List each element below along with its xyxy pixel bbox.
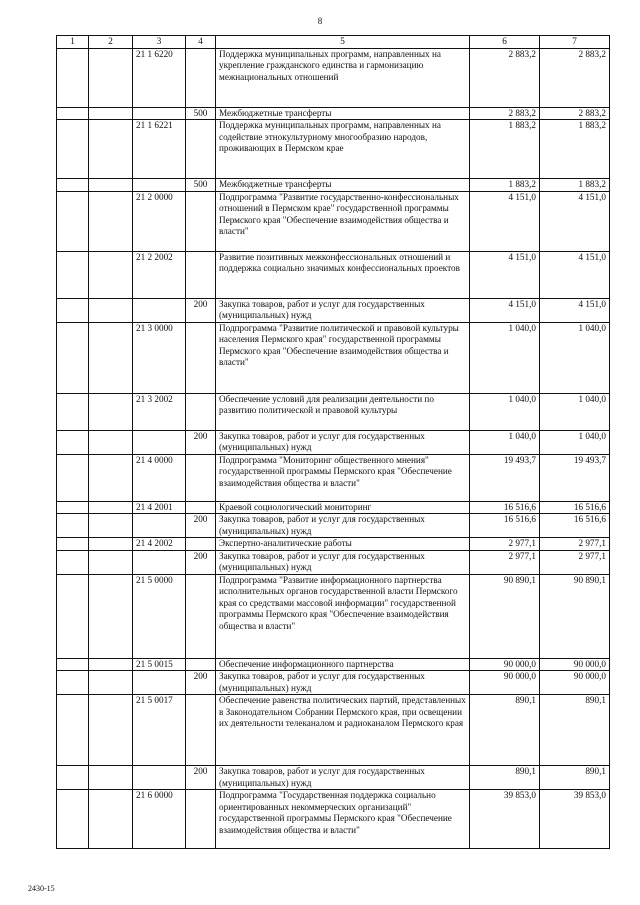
- expense-type-code: 200: [186, 514, 216, 538]
- amount-col7: 1 883,2: [540, 179, 610, 192]
- expense-type-code: [186, 191, 216, 251]
- budget-code: [133, 550, 186, 574]
- cell-col1: [57, 430, 89, 454]
- cell-col2: [89, 430, 133, 454]
- amount-col6: 890,1: [470, 766, 540, 790]
- cell-col1: [57, 179, 89, 192]
- amount-col7: 890,1: [540, 766, 610, 790]
- budget-code: 21 1 6220: [133, 48, 186, 107]
- cell-col1: [57, 550, 89, 574]
- amount-col6: 90 000,0: [470, 671, 540, 695]
- budget-code: 21 4 2001: [133, 501, 186, 514]
- col-header-4: 4: [186, 36, 216, 49]
- page-number: 8: [317, 16, 323, 26]
- table-row: [57, 766, 610, 790]
- amount-col6: 2 977,1: [470, 538, 540, 551]
- expense-type-code: [186, 120, 216, 179]
- cell-col2: [89, 393, 133, 430]
- table-row: [57, 251, 610, 298]
- amount-col7: 1 040,0: [540, 322, 610, 393]
- amount-col6: 16 516,6: [470, 501, 540, 514]
- cell-col1: [57, 120, 89, 179]
- amount-col6: 890,1: [470, 695, 540, 766]
- cell-col1: [57, 695, 89, 766]
- table-row: [57, 191, 610, 251]
- cell-col1: [57, 251, 89, 298]
- row-description: Закупка товаров, работ и услуг для государственных (муниципальных) нужд: [216, 430, 470, 454]
- budget-code: 21 1 6221: [133, 120, 186, 179]
- document-code: 2430-15: [28, 884, 55, 893]
- cell-col2: [89, 574, 133, 658]
- amount-col6: 1 040,0: [470, 393, 540, 430]
- table-row: [57, 514, 610, 538]
- expense-type-code: 200: [186, 766, 216, 790]
- budget-code: 21 4 2002: [133, 538, 186, 551]
- amount-col7: 890,1: [540, 695, 610, 766]
- table-row: [57, 120, 610, 179]
- row-description: Закупка товаров, работ и услуг для государственных (муниципальных) нужд: [216, 671, 470, 695]
- cell-col2: [89, 514, 133, 538]
- amount-col7: 90 000,0: [540, 671, 610, 695]
- row-description: Межбюджетные трансферты: [216, 107, 470, 120]
- expense-type-code: 500: [186, 179, 216, 192]
- table-row: [57, 538, 610, 551]
- table-row: [57, 322, 610, 393]
- budget-code: 21 3 2002: [133, 393, 186, 430]
- row-description: Подпрограмма "Мониторинг общественного мнения" государственной программы Пермского края "Обеспечение взаимодействия общества и власти": [216, 454, 470, 501]
- cell-col1: [57, 574, 89, 658]
- cell-col2: [89, 322, 133, 393]
- amount-col6: 4 151,0: [470, 251, 540, 298]
- row-description: Подпрограмма "Развитие государственно-конфессиональных отношений в Пермском крае" государственной программы Пермского края "Обеспечение взаимодействия общества и власти": [216, 191, 470, 251]
- row-description: Подпрограмма "Развитие политической и правовой культуры населения Пермского края" государственной программы Пермского края "Обеспечение взаимодействия общества и власти": [216, 322, 470, 393]
- budget-code: 21 5 0000: [133, 574, 186, 658]
- row-description: Межбюджетные трансферты: [216, 179, 470, 192]
- amount-col6: 2 883,2: [470, 107, 540, 120]
- cell-col1: [57, 393, 89, 430]
- amount-col6: 90 890,1: [470, 574, 540, 658]
- budget-code: 21 3 0000: [133, 322, 186, 393]
- cell-col2: [89, 454, 133, 501]
- budget-code: 21 2 0000: [133, 191, 186, 251]
- cell-col1: [57, 766, 89, 790]
- table-row: [57, 695, 610, 766]
- budget-code: [133, 179, 186, 192]
- cell-col1: [57, 790, 89, 849]
- expense-type-code: [186, 538, 216, 551]
- cell-col2: [89, 538, 133, 551]
- amount-col7: 2 977,1: [540, 550, 610, 574]
- cell-col2: [89, 501, 133, 514]
- table-row: [57, 574, 610, 658]
- cell-col1: [57, 454, 89, 501]
- expense-type-code: [186, 393, 216, 430]
- amount-col7: 19 493,7: [540, 454, 610, 501]
- expense-type-code: 200: [186, 298, 216, 322]
- row-description: Подпрограмма "Развитие информационного партнерства исполнительных органов государственной власти Пермского края со средствами массовой информации" государственной программы Пермского края "Обеспечение взаимодействия общества и власти": [216, 574, 470, 658]
- row-description: Поддержка муниципальных программ, направленных на укрепление гражданского единства и гармонизацию межнациональных отношений: [216, 48, 470, 107]
- expense-type-code: 500: [186, 107, 216, 120]
- cell-col2: [89, 671, 133, 695]
- table-row: [57, 550, 610, 574]
- amount-col7: 1 883,2: [540, 120, 610, 179]
- budget-code: [133, 514, 186, 538]
- cell-col1: [57, 538, 89, 551]
- cell-col2: [89, 550, 133, 574]
- expense-type-code: [186, 695, 216, 766]
- expense-type-code: [186, 48, 216, 107]
- amount-col7: 16 516,6: [540, 514, 610, 538]
- expense-type-code: [186, 790, 216, 849]
- budget-code: 21 5 0015: [133, 658, 186, 671]
- amount-col6: 2 883,2: [470, 48, 540, 107]
- row-description: Закупка товаров, работ и услуг для государственных (муниципальных) нужд: [216, 550, 470, 574]
- row-description: Подпрограмма "Государственная поддержка социально ориентированных некоммерческих организаций" государственной программы Пермского края "Обеспечение взаимодействия общества и власти": [216, 790, 470, 849]
- cell-col2: [89, 48, 133, 107]
- table-row: [57, 790, 610, 849]
- amount-col7: 4 151,0: [540, 298, 610, 322]
- table-row: [57, 501, 610, 514]
- cell-col1: [57, 514, 89, 538]
- col-header-5: 5: [216, 36, 470, 49]
- table-row: [57, 107, 610, 120]
- cell-col1: [57, 191, 89, 251]
- amount-col6: 1 040,0: [470, 322, 540, 393]
- amount-col6: 16 516,6: [470, 514, 540, 538]
- budget-code: [133, 671, 186, 695]
- col-header-1: 1: [57, 36, 89, 49]
- amount-col6: 1 040,0: [470, 430, 540, 454]
- expense-type-code: 200: [186, 671, 216, 695]
- cell-col1: [57, 298, 89, 322]
- row-description: Обеспечение информационного партнерства: [216, 658, 470, 671]
- cell-col2: [89, 120, 133, 179]
- amount-col7: 90 890,1: [540, 574, 610, 658]
- expense-type-code: 200: [186, 430, 216, 454]
- row-description: Экспертно-аналитические работы: [216, 538, 470, 551]
- cell-col2: [89, 766, 133, 790]
- cell-col1: [57, 501, 89, 514]
- amount-col6: 2 977,1: [470, 550, 540, 574]
- amount-col7: 16 516,6: [540, 501, 610, 514]
- table-row: [57, 430, 610, 454]
- amount-col6: 4 151,0: [470, 191, 540, 251]
- row-description: Закупка товаров, работ и услуг для государственных (муниципальных) нужд: [216, 514, 470, 538]
- cell-col1: [57, 107, 89, 120]
- row-description: Закупка товаров, работ и услуг для государственных (муниципальных) нужд: [216, 298, 470, 322]
- expense-type-code: [186, 501, 216, 514]
- cell-col2: [89, 790, 133, 849]
- col-header-6: 6: [470, 36, 540, 49]
- amount-col6: 1 883,2: [470, 120, 540, 179]
- budget-code: 21 2 2002: [133, 251, 186, 298]
- amount-col7: 1 040,0: [540, 430, 610, 454]
- amount-col7: 90 000,0: [540, 658, 610, 671]
- expense-type-code: 200: [186, 550, 216, 574]
- table-header-row: [57, 36, 610, 49]
- row-description: Обеспечение равенства политических партий, представленных в Законодательном Собрании Пермского края, при освещении их деятельности телеканалом и радиоканалом Пермского края: [216, 695, 470, 766]
- table-row: [57, 393, 610, 430]
- amount-col6: 90 000,0: [470, 658, 540, 671]
- row-description: Развитие позитивных межконфессиональных отношений и поддержка социально значимых конфессиональных проектов: [216, 251, 470, 298]
- expense-type-code: [186, 454, 216, 501]
- expense-type-code: [186, 658, 216, 671]
- col-header-3: 3: [133, 36, 186, 49]
- col-header-2: 2: [89, 36, 133, 49]
- amount-col7: 4 151,0: [540, 251, 610, 298]
- amount-col6: 39 853,0: [470, 790, 540, 849]
- expense-type-code: [186, 574, 216, 658]
- table-row: [57, 658, 610, 671]
- table-row: [57, 454, 610, 501]
- table-row: [57, 179, 610, 192]
- amount-col7: 4 151,0: [540, 191, 610, 251]
- cell-col2: [89, 107, 133, 120]
- cell-col1: [57, 48, 89, 107]
- row-description: Закупка товаров, работ и услуг для государственных (муниципальных) нужд: [216, 766, 470, 790]
- budget-code: [133, 298, 186, 322]
- amount-col7: 39 853,0: [540, 790, 610, 849]
- cell-col1: [57, 322, 89, 393]
- cell-col2: [89, 695, 133, 766]
- amount-col6: 19 493,7: [470, 454, 540, 501]
- budget-code: 21 5 0017: [133, 695, 186, 766]
- table-row: [57, 298, 610, 322]
- amount-col6: 1 883,2: [470, 179, 540, 192]
- amount-col7: 2 883,2: [540, 107, 610, 120]
- expense-type-code: [186, 322, 216, 393]
- amount-col7: 2 883,2: [540, 48, 610, 107]
- cell-col2: [89, 191, 133, 251]
- row-description: Поддержка муниципальных программ, направленных на содействие этнокультурному многообразию народов, проживающих в Пермском крае: [216, 120, 470, 179]
- budget-code: [133, 766, 186, 790]
- budget-table: [56, 35, 610, 849]
- cell-col2: [89, 298, 133, 322]
- row-description: Краевой социологический мониторинг: [216, 501, 470, 514]
- cell-col1: [57, 671, 89, 695]
- expense-type-code: [186, 251, 216, 298]
- budget-code: 21 6 0000: [133, 790, 186, 849]
- col-header-7: 7: [540, 36, 610, 49]
- row-description: Обеспечение условий для реализации деятельности по развитию политической и правовой культуры: [216, 393, 470, 430]
- budget-code: 21 4 0000: [133, 454, 186, 501]
- amount-col7: 1 040,0: [540, 393, 610, 430]
- budget-code: [133, 430, 186, 454]
- cell-col2: [89, 658, 133, 671]
- amount-col6: 4 151,0: [470, 298, 540, 322]
- cell-col2: [89, 179, 133, 192]
- budget-code: [133, 107, 186, 120]
- amount-col7: 2 977,1: [540, 538, 610, 551]
- cell-col2: [89, 251, 133, 298]
- table-row: [57, 671, 610, 695]
- table-row: [57, 48, 610, 107]
- cell-col1: [57, 658, 89, 671]
